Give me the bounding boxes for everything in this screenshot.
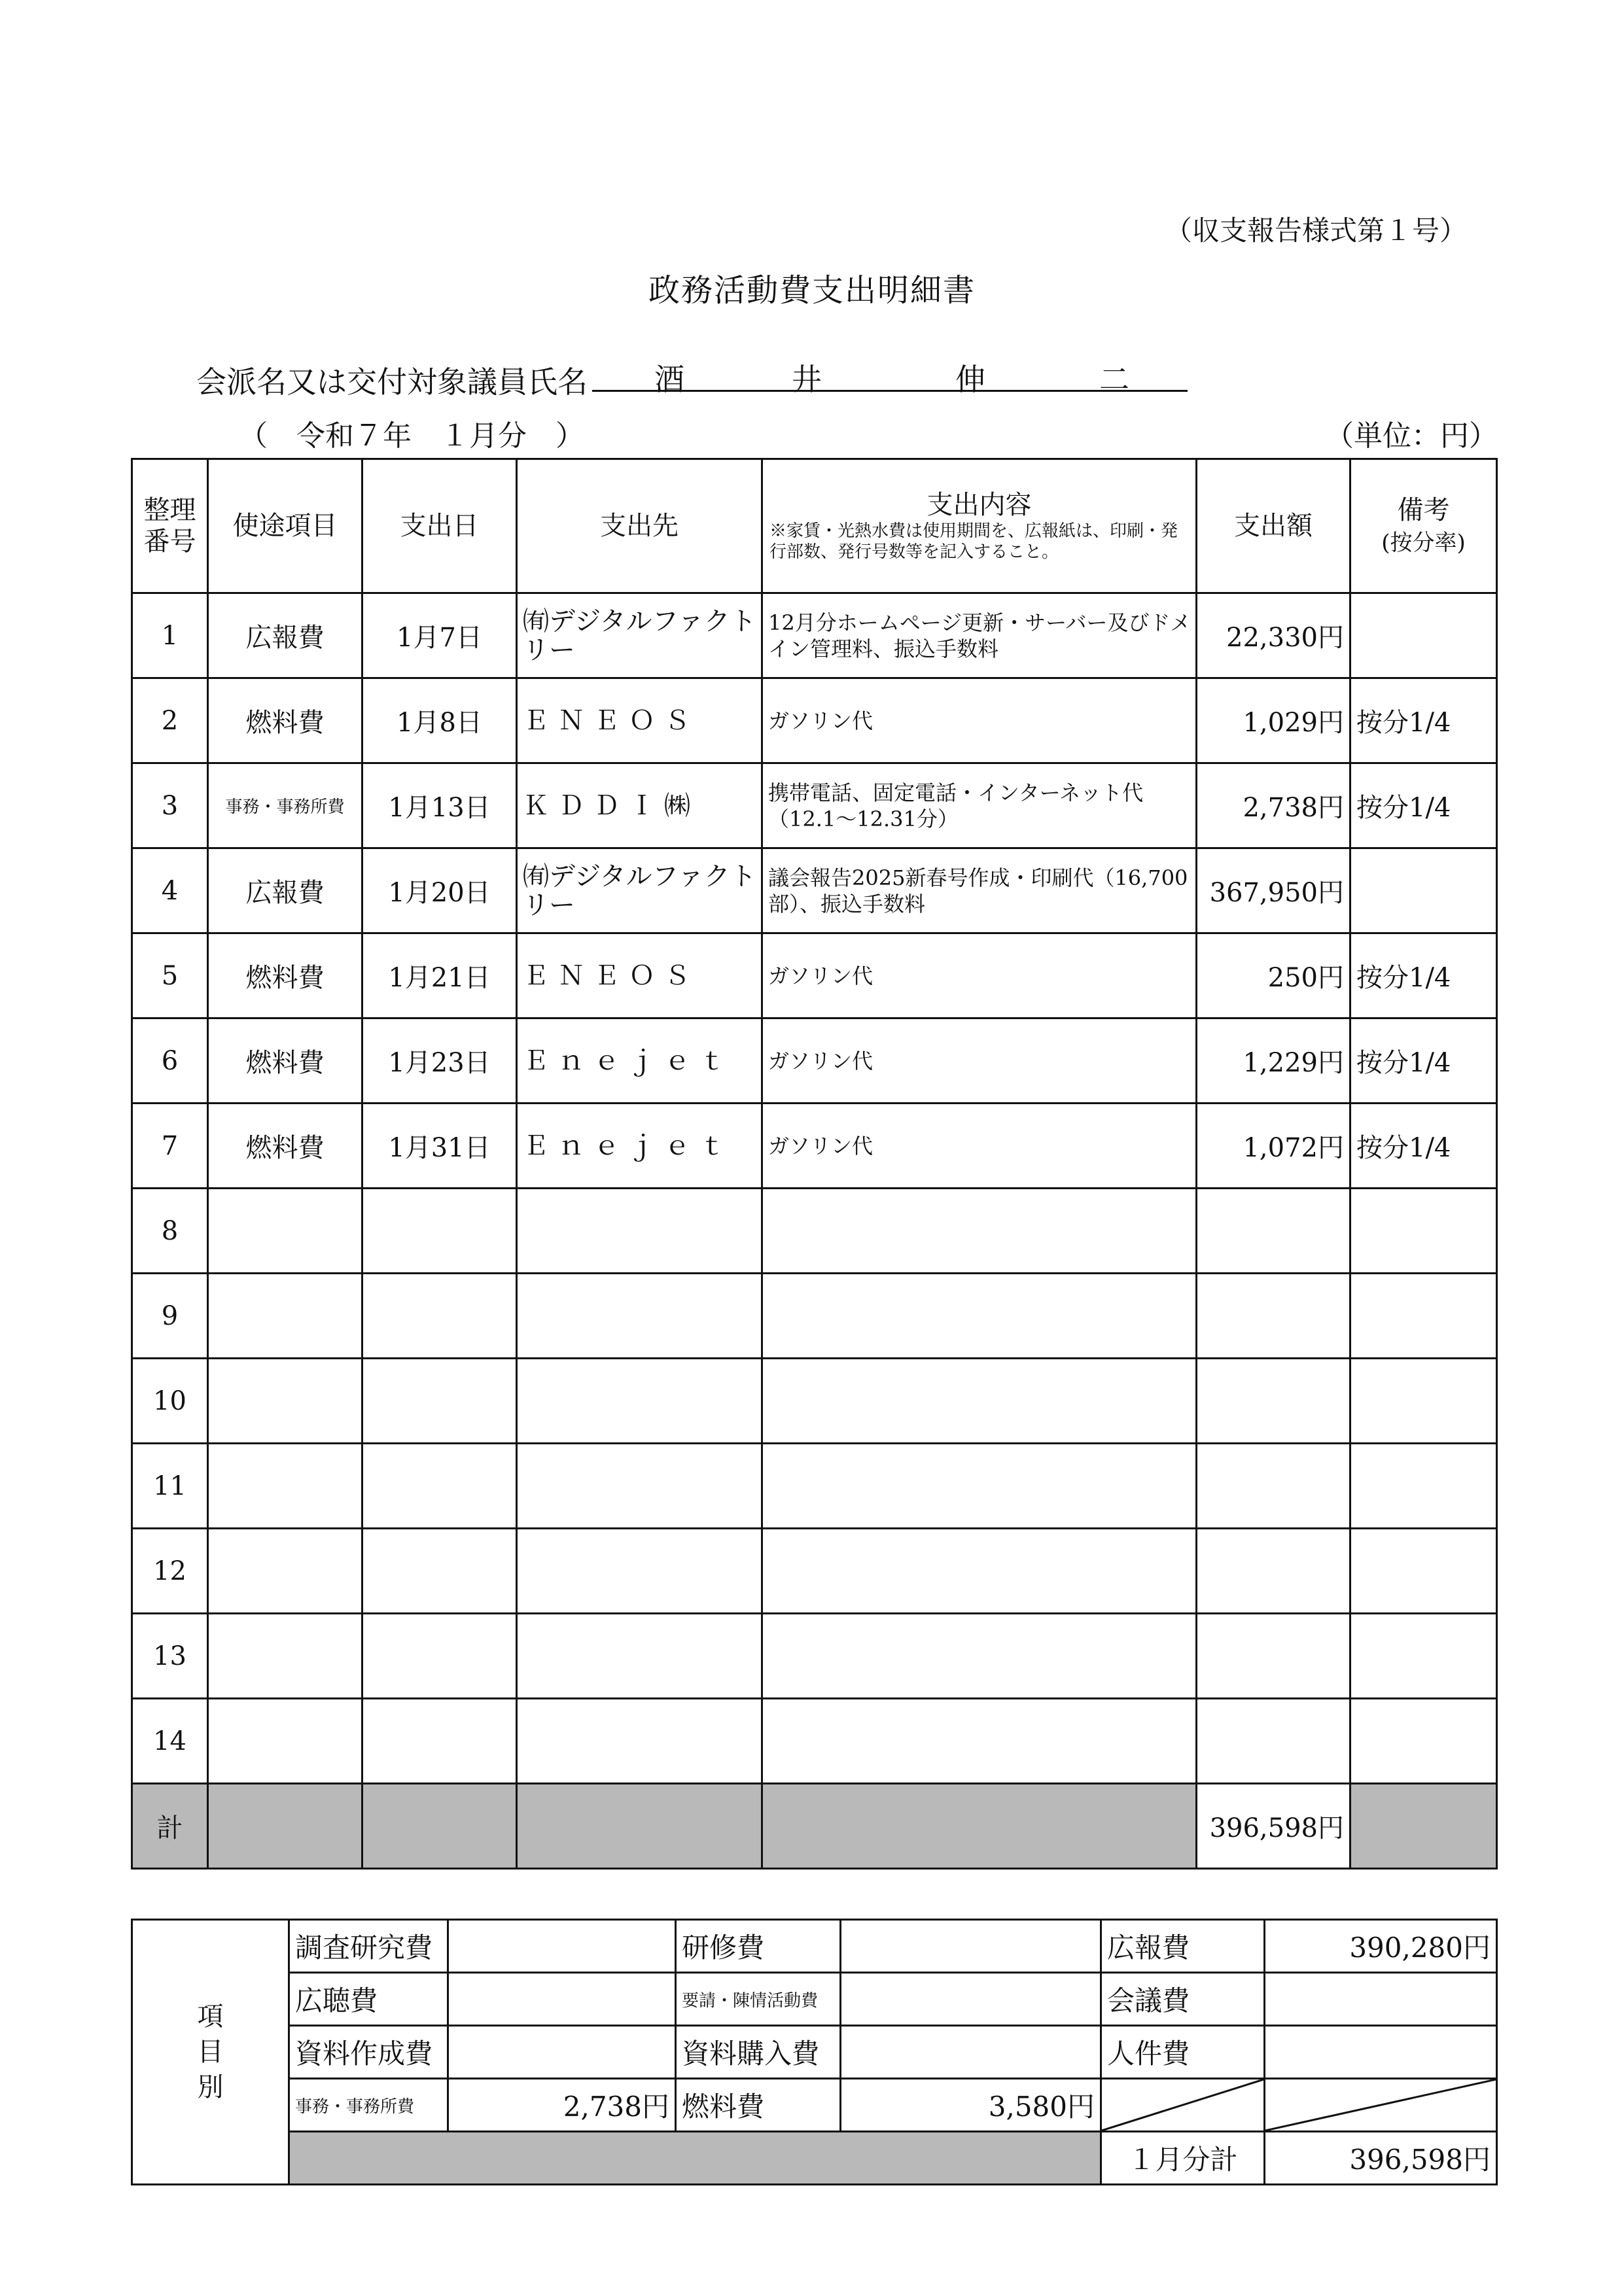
summary-item-name: 会議費: [1101, 1973, 1265, 2026]
row-use: [208, 1614, 362, 1699]
row-no: 2: [132, 678, 208, 763]
row-amount: 1,072円: [1197, 1104, 1350, 1189]
summary-item-value: [448, 2026, 676, 2079]
row-use: [208, 1359, 362, 1444]
diagonal-cell: [1101, 2079, 1265, 2132]
row-use: [208, 1274, 362, 1359]
row-payee: [517, 1189, 762, 1274]
row-payee: Ｅｎｅｊｅｔ: [517, 1104, 762, 1189]
table-row: [132, 593, 1497, 678]
row-date: 1月31日: [362, 1104, 517, 1189]
summary-filler: [289, 2132, 1101, 2185]
row-desc: ガソリン代: [762, 678, 1197, 763]
row-date: [362, 1444, 517, 1529]
total-filler: [517, 1784, 762, 1869]
summary-item-value: [448, 1973, 676, 2026]
unit-label: （単位：円）: [1325, 419, 1498, 453]
row-remarks: [1350, 1359, 1497, 1444]
row-remarks: [1350, 593, 1497, 678]
header-no: 整理番号: [132, 459, 208, 593]
table-row: [132, 1614, 1497, 1699]
row-no: 12: [132, 1529, 208, 1614]
row-amount: 1,029円: [1197, 678, 1350, 763]
row-amount: 1,229円: [1197, 1018, 1350, 1104]
row-no: 5: [132, 933, 208, 1018]
row-desc: ガソリン代: [762, 1104, 1197, 1189]
member-name-char: 井: [792, 362, 822, 397]
header-date: 支出日: [362, 459, 517, 593]
total-filler: [208, 1784, 362, 1869]
member-name-char: 伸: [955, 362, 985, 397]
row-amount: [1197, 1444, 1350, 1529]
header-remarks-sub: (按分率): [1381, 530, 1466, 556]
row-no: 8: [132, 1189, 208, 1274]
row-date: 1月13日: [362, 763, 517, 848]
table-row: [132, 1699, 1497, 1784]
row-no: 1: [132, 593, 208, 678]
row-desc: [762, 1444, 1197, 1529]
row-amount: 2,738円: [1197, 763, 1350, 848]
row-payee: [517, 1529, 762, 1614]
row-remarks: [1350, 1529, 1497, 1614]
row-payee: Ｅｎｅｊｅｔ: [517, 1018, 762, 1104]
row-desc: [762, 1614, 1197, 1699]
table-row: [132, 1018, 1497, 1104]
row-use: [208, 1699, 362, 1784]
row-date: 1月21日: [362, 933, 517, 1018]
row-desc: [762, 1699, 1197, 1784]
table-row: [132, 933, 1497, 1018]
row-desc: [762, 1359, 1197, 1444]
total-label: 計: [132, 1784, 208, 1869]
row-amount: [1197, 1614, 1350, 1699]
table-row: [132, 1529, 1497, 1614]
member-label: 会派名又は交付対象議員氏名: [196, 364, 588, 400]
header-amount: 支出額: [1197, 459, 1350, 593]
row-use: 広報費: [208, 848, 362, 933]
summary-item-value: [448, 1920, 676, 1973]
summary-item-name: 資料購入費: [676, 2026, 841, 2079]
row-use: 燃料費: [208, 1104, 362, 1189]
header-desc: [762, 459, 1197, 593]
row-payee: [517, 1274, 762, 1359]
row-desc: [762, 1274, 1197, 1359]
header-use: 使途項目: [208, 459, 362, 593]
summary-item-name: 調査研究費: [289, 1920, 448, 1973]
row-payee: [517, 1444, 762, 1529]
row-remarks: [1350, 1444, 1497, 1529]
header-remarks: 備考 (按分率): [1350, 459, 1497, 593]
table-row: [132, 1104, 1497, 1189]
summary-item-name: 資料作成費: [289, 2026, 448, 2079]
row-amount: [1197, 1699, 1350, 1784]
summary-item-name: 広聴費: [289, 1973, 448, 2026]
page-title: 政務活動費支出明細書: [648, 272, 976, 309]
row-date: [362, 1189, 517, 1274]
header-desc-title: 支出内容: [927, 489, 1032, 520]
row-desc: [762, 1529, 1197, 1614]
row-remarks: 按分1/4: [1350, 1104, 1497, 1189]
row-payee: [517, 1699, 762, 1784]
table-row: [132, 763, 1497, 848]
row-desc: 議会報告2025新春号作成・印刷代（16,700部）、振込手数料: [762, 848, 1197, 933]
table-row: [132, 1359, 1497, 1444]
member-name-char: 酒: [654, 362, 684, 397]
table-row: [132, 1274, 1497, 1359]
row-payee: [517, 1359, 762, 1444]
summary-item-value: 3,580円: [841, 2079, 1101, 2132]
total-filler: [762, 1784, 1197, 1869]
row-no: 14: [132, 1699, 208, 1784]
row-no: 4: [132, 848, 208, 933]
total-row: [132, 1784, 1497, 1869]
row-use: 燃料費: [208, 933, 362, 1018]
summary-item-name: 人件費: [1101, 2026, 1265, 2079]
row-no: 10: [132, 1359, 208, 1444]
summary-item-value: [841, 1920, 1101, 1973]
row-no: 3: [132, 763, 208, 848]
row-amount: [1197, 1529, 1350, 1614]
month-total-label: １月分計: [1101, 2132, 1265, 2185]
row-date: [362, 1359, 517, 1444]
summary-label: 項目別: [132, 1920, 289, 2185]
row-desc: ガソリン代: [762, 933, 1197, 1018]
total-amount: 396,598円: [1197, 1784, 1350, 1869]
row-date: [362, 1699, 517, 1784]
row-date: 1月20日: [362, 848, 517, 933]
summary-item-name: 要請・陳情活動費: [676, 1973, 841, 2026]
total-filler: [362, 1784, 517, 1869]
row-amount: 22,330円: [1197, 593, 1350, 678]
expense-table: [131, 458, 1498, 1870]
row-no: 13: [132, 1614, 208, 1699]
table-row: [132, 1189, 1497, 1274]
row-date: 1月7日: [362, 593, 517, 678]
row-use: [208, 1444, 362, 1529]
row-desc: ガソリン代: [762, 1018, 1197, 1104]
row-date: [362, 1274, 517, 1359]
table-row: [132, 678, 1497, 763]
summary-item-name: 燃料費: [676, 2079, 841, 2132]
row-desc: 携帯電話、固定電話・インターネット代（12.1～12.31分）: [762, 763, 1197, 848]
diagonal-cell: [1265, 2079, 1497, 2132]
row-use: 事務・事務所費: [208, 763, 362, 848]
row-no: 7: [132, 1104, 208, 1189]
row-use: 燃料費: [208, 678, 362, 763]
row-use: [208, 1529, 362, 1614]
row-payee: ＥＮＥＯＳ: [517, 933, 762, 1018]
row-payee: ㈲デジタルファクトリー: [517, 593, 762, 678]
row-payee: [517, 1614, 762, 1699]
row-amount: [1197, 1274, 1350, 1359]
row-amount: 250円: [1197, 933, 1350, 1018]
row-amount: [1197, 1189, 1350, 1274]
row-payee: ＥＮＥＯＳ: [517, 678, 762, 763]
row-desc: [762, 1189, 1197, 1274]
row-no: 6: [132, 1018, 208, 1104]
row-payee: ㈲デジタルファクトリー: [517, 848, 762, 933]
row-remarks: [1350, 848, 1497, 933]
row-no: 9: [132, 1274, 208, 1359]
row-amount: [1197, 1359, 1350, 1444]
summary-item-name: 事務・事務所費: [289, 2079, 448, 2132]
row-remarks: 按分1/4: [1350, 763, 1497, 848]
summary-item-value: [841, 1973, 1101, 2026]
summary-item-name: 研修費: [676, 1920, 841, 1973]
row-no: 11: [132, 1444, 208, 1529]
row-use: [208, 1189, 362, 1274]
row-remarks: 按分1/4: [1350, 933, 1497, 1018]
member-name-char: 二: [1099, 362, 1129, 397]
row-use: 燃料費: [208, 1018, 362, 1104]
category-summary-table: [131, 1919, 1498, 2185]
report-period: （ 令和７年 １月分 ）: [239, 419, 584, 453]
row-use: 広報費: [208, 593, 362, 678]
row-payee: ＫＤＤＩ㈱: [517, 763, 762, 848]
table-row: [132, 1444, 1497, 1529]
row-date: 1月8日: [362, 678, 517, 763]
summary-item-name: 広報費: [1101, 1920, 1265, 1973]
row-remarks: [1350, 1274, 1497, 1359]
summary-item-value: 390,280円: [1265, 1920, 1497, 1973]
row-desc: 12月分ホームページ更新・サーバー及びドメイン管理料、振込手数料: [762, 593, 1197, 678]
member-name-underline: [592, 390, 1188, 392]
summary-item-value: [1265, 1973, 1497, 2026]
header-payee: 支出先: [517, 459, 762, 593]
row-date: [362, 1529, 517, 1614]
summary-item-value: [841, 2026, 1101, 2079]
row-remarks: 按分1/4: [1350, 1018, 1497, 1104]
row-remarks: [1350, 1189, 1497, 1274]
summary-item-value: 2,738円: [448, 2079, 676, 2132]
row-amount: 367,950円: [1197, 848, 1350, 933]
total-filler: [1350, 1784, 1497, 1869]
table-row: [132, 848, 1497, 933]
row-date: [362, 1614, 517, 1699]
month-total-value: 396,598円: [1265, 2132, 1497, 2185]
form-number: （収支報告様式第１号）: [1165, 215, 1468, 247]
row-remarks: [1350, 1614, 1497, 1699]
row-date: 1月23日: [362, 1018, 517, 1104]
header-desc-note: ※家賃・光熱水費は使用期間を、広報紙は、印刷・発行部数、発行号数等を記入すること。: [769, 521, 1178, 562]
summary-item-value: [1265, 2026, 1497, 2079]
row-remarks: 按分1/4: [1350, 678, 1497, 763]
row-remarks: [1350, 1699, 1497, 1784]
